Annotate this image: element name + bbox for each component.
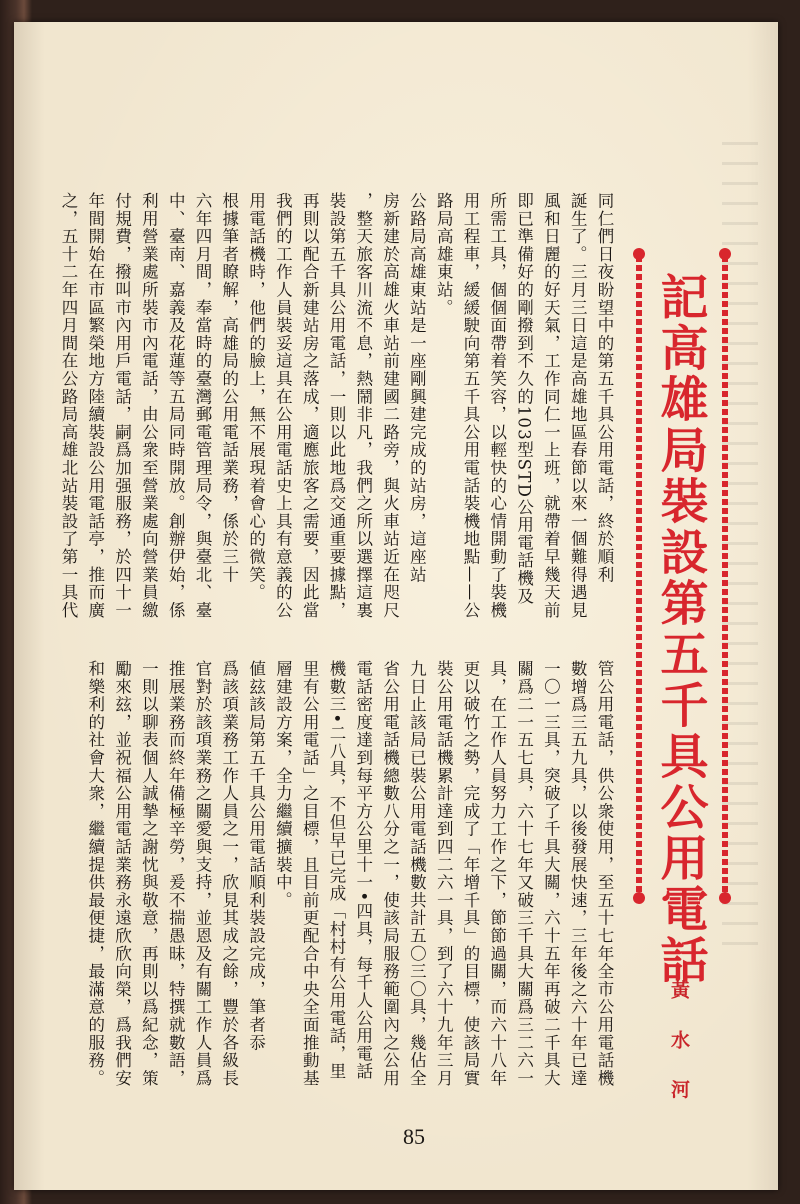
text-column: 中、臺南、嘉義及花蓮等五局同時開放。創辦伊始，係: [166, 192, 186, 620]
lower-text-block: [14, 22, 778, 1190]
text-column: 機數三•二八具，不但早已完成「村村有公用電話，里: [327, 660, 346, 1081]
text-column: 更以破竹之勢，完成了「年增千具」的目標，使該局實: [461, 660, 480, 1088]
text-column: 房新建於高雄火車站前建國二路旁，與火車站近在咫尺: [380, 192, 400, 620]
article-title: 記高雄局裝設第五千具公用電話: [652, 272, 708, 986]
text-column: 即已準備好的剛撥到不久的103型STD公用電話機及: [514, 192, 534, 606]
text-column: 電話密度達到每平方公里十一•四具，每千人公用電話: [353, 660, 373, 1081]
book-page: [14, 22, 778, 1190]
text-column: 風和日麗的好天氣，工作同仁一上班，就帶着早幾天前: [541, 192, 561, 620]
page-number: 85: [403, 1124, 425, 1149]
text-column: 和樂利的社會大衆，繼續提供最便捷，最滿意的服務。: [85, 660, 105, 1088]
text-column: 誕生了。三月三日這是高雄地區春節以來一個難得遇見: [568, 192, 588, 620]
text-column: 根據筆者瞭解，高雄局的公用電話業務，係於三十: [219, 192, 239, 584]
text-column: 數增爲三五九具，以後發展快速，三年後之六十年已達: [568, 660, 588, 1088]
text-column: 官對於該項業務之關愛與支持，並恩及有關工作人員爲: [193, 660, 212, 1088]
text-column: 里有公用電話」之目標，且目前更配合中央全面推動基: [300, 660, 320, 1088]
text-column: 省公用電話機總數八分之一，使該局服務範圍內之公用: [380, 660, 400, 1088]
text-column: ，整天旅客川流不息，熱鬧非凡，我們之所以選擇這裏: [353, 192, 373, 620]
text-column: 利用營業處所裝市內電話，由公衆至營業處向營業員繳: [139, 192, 159, 620]
text-column: 付規費，撥叫市內用戶電話，嗣爲加强服務，於四十一: [112, 192, 132, 620]
text-column: 勵來玆，並祝福公用電話業務永遠欣欣向榮，爲我們安: [112, 660, 132, 1088]
text-column: 再則以配合新建站房之落成，適應旅客之需要，因此當: [300, 192, 320, 620]
text-column: 六年四月間，奉當時的臺灣郵電管理局令，與臺北、臺: [193, 192, 212, 620]
text-column: 具，在工作人員努力工作之下，節節過關，而六十八年: [487, 660, 507, 1088]
author-name: 黃 水 河: [668, 980, 690, 1111]
text-column: 爲該項業務工作人員之一，欣見其成之餘，豐於各級長: [219, 660, 239, 1088]
text-column: 同仁們日夜盼望中的第五千具公用電話，終於順利: [595, 192, 614, 584]
text-column: 之，五十二年四月間在公路局高雄北站裝設了第一具代: [59, 192, 78, 620]
text-column: 我們的工作人員裝妥這具在公用電話史上具有意義的公: [273, 192, 293, 620]
text-column: 公路局高雄東站是一座剛興建完成的站房，這座站: [407, 192, 427, 584]
text-column: 一則以聊表個人誠摯之謝忱與敬意，再則以爲紀念，策: [139, 660, 159, 1088]
text-column: 裝公用電話機累計達到四二六一具，到了六十九年三月: [434, 660, 454, 1088]
text-column: 用電話機時，他們的臉上，無不展現着會心的微笑。: [246, 192, 266, 602]
text-column: 用工程車，緩緩駛向第五千具公用電話裝機地點——公: [461, 192, 480, 620]
text-column: 管公用電話，供公衆使用，至五十七年全市公用電話機: [595, 660, 614, 1088]
text-column: 關爲二一五七具，六十七年又破三千具大關爲三二六一: [514, 660, 534, 1088]
text-column: 所需工具，個個面帶着笑容，以輕快的心情開動了裝機: [487, 192, 507, 620]
text-column: 値玆該局第五千具公用電話順利裝設完成，筆者忝: [246, 660, 266, 1052]
text-column: 層建設方案，全力繼續擴裝中。: [273, 660, 293, 910]
text-column: 一〇一三具，突破了千具大關，六十五年再破二千具大: [541, 660, 561, 1088]
text-column: 推展業務而終年備極辛勞，爰不揣愚昧，特撰就數語，: [166, 660, 186, 1088]
text-column: 年間開始在市區繁榮地方陸續裝設公用電話亭，推而廣: [85, 192, 105, 620]
text-column: 路局高雄東站。: [434, 192, 454, 317]
text-column: 裝設第五千具公用電話，一則以此地爲交通重要據點，: [327, 192, 346, 620]
text-column: 九日止該局已裝公用電話機數共計五〇三〇具，幾佔全: [407, 660, 427, 1088]
